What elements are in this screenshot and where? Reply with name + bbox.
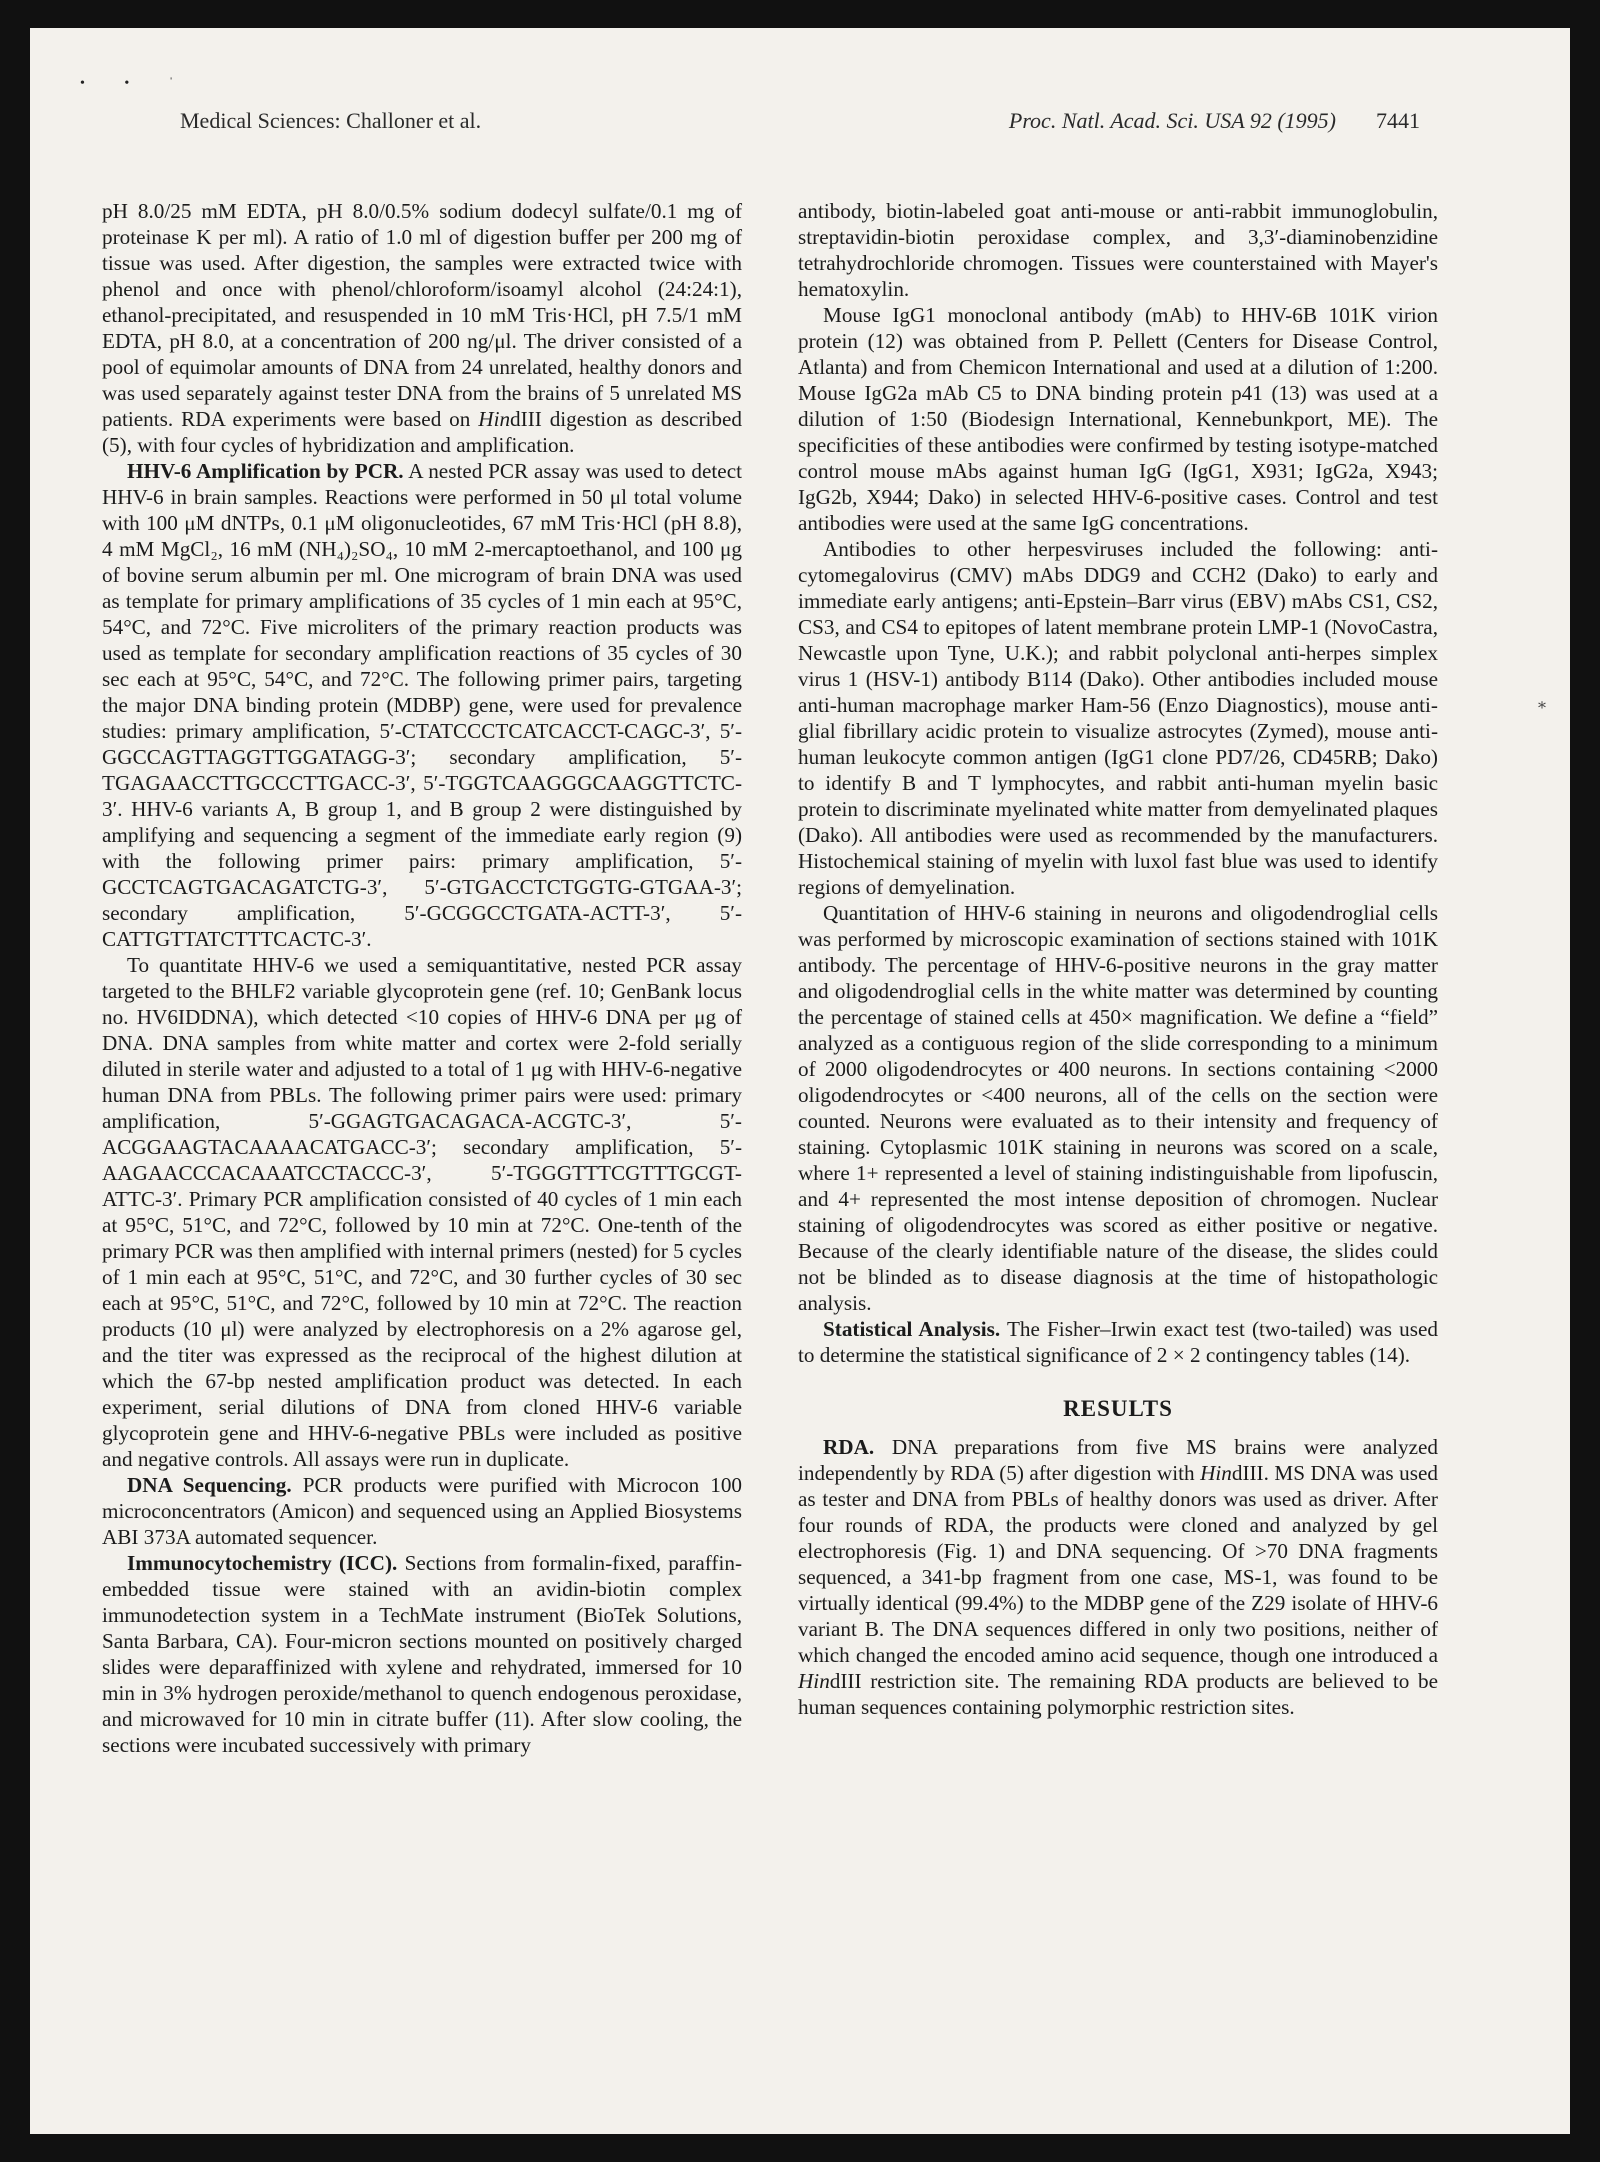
header-left: Medical Sciences: Challoner et al. [180, 108, 482, 133]
run-in-heading: Immunocytochemistry (ICC). [127, 1551, 398, 1575]
margin-mark: ⁎ [1538, 695, 1546, 712]
paragraph-text: A nested PCR assay was used to detect HHV-6 in brain samples. Reactions were performed in 50 μl total volume with 100 μM dNTPs, 0.1 μM oligonucleotides, 67 mM Tris·HCl (pH 8.8), 4 mM MgCl₂, 16 mM (NH₄)₂SO₄, 10 mM 2-mercaptoethanol, and 100 μg of bovine serum albumin per ml. One microgram of brain DNA was used as template for primary amplifications of 35 cycles of 1 min each at 95°C, 54°C, and 72°C. Five microliters of the primary reaction products was used as template for secondary amplification reactions of 35 cycles of 30 sec each at 95°C, 54°C, and 72°C. The following primer pairs, targeting the major DNA binding protein (MDBP) gene, were used for prevalence studies: primary amplification, 5′-CTATCCCTCATCACCT-CAGC-3′, 5′-GGCCAGTTAGGTTGGATAGG-3′; secondary amplification, 5′-TGAGAACCTTGCCCTTGACC-3′, 5′-TGGTCAAGGGCAAGGTTCTC-3′. HHV-6 variants A, B group 1, and B group 2 were distinguished by amplifying and sequencing a segment of the immediate early region (9) with the following primer pairs: primary amplification, 5′-GCCTCAGTGACAGATCTG-3′, 5′-GTGACCTCTGGTG-GTGAA-3′; secondary amplification, 5′-GCGGCCTGATA-ACTT-3′, 5′-CATTGTTATCTTTCACTC-3′. [102, 459, 742, 951]
paragraph-text: Quantitation of HHV-6 staining in neurons and oligodendroglial cells was performed by microscopic examination of sections stained with 101K antibody. The percentage of HHV-6-positive neurons in the gray matter and oligodendroglial cells in the white matter was determined by counting the percentage of stained cells at 450× magnification. We define a “field” analyzed as a contiguous region of the slide corresponding to a minimum of 2000 oligodendrocytes or 400 neurons. In sections containing <2000 oligodendrocytes or <400 neurons, all of the cells on the section were counted. Neurons were evaluated as to their intensity and frequency of staining. Cytoplasmic 101K staining in neurons was scored on a scale, where 1+ represented a level of staining indistinguishable from lipofuscin, and 4+ represented the most intense deposition of chromogen. Nuclear staining of oligodendrocytes was scored as either positive or negative. Because of the clearly identifiable nature of the disease, the slides could not be blinded as to disease diagnosis at the time of histopathologic analysis. [798, 901, 1438, 1315]
italic-text: Hin [1200, 1461, 1232, 1485]
paragraph-icc [102, 1550, 742, 1758]
paragraph-text: pH 8.0/25 mM EDTA, pH 8.0/0.5% sodium dodecyl sulfate/0.1 mg of proteinase K per ml). A ratio of 1.0 ml of digestion buffer per 200 mg of tissue was used. After digestion, the samples were extracted twice with phenol and once with phenol/chloroform/isoamyl alcohol (24:24:1), ethanol-precipitated, and resuspended in 10 mM Tris·HCl, pH 7.5/1 mM EDTA, pH 8.0, at a concentration of 200 ng/μl. The driver consisted of a pool of equimolar amounts of DNA from 24 unrelated, healthy donors and was used separately against tester DNA from the brains of 5 unrelated MS patients. RDA experiments were based on [102, 199, 742, 431]
paragraph-antibodies [798, 536, 1438, 900]
paragraph-text: dIII digestion as described (5), with four cycles of hybridization and amplification. [102, 407, 742, 457]
paragraph-hhv6-pcr [102, 458, 742, 952]
page [30, 28, 1570, 2134]
run-in-heading: Statistical Analysis. [823, 1317, 1001, 1341]
paragraph-text: PCR products were purified with Microcon 100 microconcentrators (Amicon) and sequenced using an Applied Biosystems ABI 373A automated sequencer. [102, 1473, 743, 1549]
left-column [102, 198, 742, 1758]
paragraph-dna-sequencing [102, 1472, 742, 1550]
paragraph-text: dIII restriction site. The remaining RDA products are believed to be human sequences containing polymorphic restriction sites. [798, 1669, 1438, 1719]
paragraph-quantitation [798, 900, 1438, 1316]
paragraph-quantitate [102, 952, 742, 1472]
paragraph-statistics [798, 1316, 1438, 1368]
right-column [798, 198, 1438, 1720]
page-number: 7441 [1376, 108, 1420, 133]
run-in-heading: RDA. [823, 1435, 875, 1459]
paragraph-antibody-cont [798, 198, 1438, 302]
paragraph-text: Mouse IgG1 monoclonal antibody (mAb) to HHV-6B 101K virion protein (12) was obtained from P. Pellett (Centers for Disease Control, Atlanta) and from Chemicon International and used at a dilution of 1:200. Mouse IgG2a mAb C5 to DNA binding protein p41 (13) was used at a dilution of 1:50 (Biodesign International, Kennebunkport, ME). The specificities of these antibodies were confirmed by testing isotype-matched control mouse mAbs against human IgG (IgG1, X931; IgG2a, X943; IgG2b, X944; Dako) in selected HHV-6-positive cases. Control and test antibodies were used at the same IgG concentrations. [798, 303, 1438, 535]
paragraph-digestion [102, 198, 742, 458]
paragraph-rda [798, 1434, 1438, 1720]
run-in-heading: HHV-6 Amplification by PCR. [127, 459, 404, 483]
run-in-heading: DNA Sequencing. [127, 1473, 292, 1497]
paragraph-text: The Fisher–Irwin exact test (two-tailed) was used to determine the statistical significance of 2 × 2 contingency tables (14). [798, 1317, 1438, 1367]
italic-text: Hin [798, 1669, 830, 1693]
paragraph-text: Antibodies to other herpesviruses included the following: anti-cytomegalovirus (CMV) mAbs DDG9 and CCH2 (Dako) to early and immediate early antigens; anti-Epstein–Barr virus (EBV) mAbs CS1, CS2, CS3, and CS4 to epitopes of latent membrane protein LMP-1 (NovoCastra, Newcastle upon Tyne, U.K.); and rabbit polyclonal anti-herpes simplex virus 1 (HSV-1) antibody B114 (Dako). Other antibodies included mouse anti-human macrophage marker Ham-56 (Enzo Diagnostics), mouse anti-glial fibrillary acidic protein to visualize astrocytes (Zymed), mouse anti-human leukocyte common antigen (IgG1 clone PD7/26, CD45RB; Dako) to identify B and T lymphocytes, and rabbit anti-human myelin basic protein to discriminate myelinated white matter from demyelinated plaques (Dako). All antibodies were used as recommended by the manufacturers. Histochemical staining of myelin with luxol fast blue was used to identify regions of demyelination. [798, 537, 1438, 899]
scan-specks: • • ˈ [80, 76, 192, 91]
italic-text: Hin [478, 407, 511, 431]
paragraph-mouse-igg1 [798, 302, 1438, 536]
paragraph-text: antibody, biotin-labeled goat anti-mouse or anti-rabbit immunoglobulin, streptavidin-biotin peroxidase complex, and 3,3′-diaminobenzidine tetrahydrochloride chromogen. Tissues were counterstained with Mayer's hematoxylin. [798, 199, 1438, 301]
paragraph-text: DNA preparations from five MS brains were analyzed independently by RDA (5) after digestion with [798, 1435, 1438, 1485]
paragraph-text: To quantitate HHV-6 we used a semiquantitative, nested PCR assay targeted to the BHLF2 variable glycoprotein gene (ref. 10; GenBank locus no. HV6IDDNA), which detected <10 copies of HHV-6 DNA per μg of DNA. DNA samples from white matter and cortex were 2-fold serially diluted in sterile water and adjusted to a total of 1 μg with HHV-6-negative human DNA from PBLs. The following primer pairs were used: primary amplification, 5′-GGAGTGACAGACA-ACGTC-3′, 5′-ACGGAAGTACAAAACATGACC-3′; secondary amplification, 5′-AAGAACCCACAAATCCTACCC-3′, 5′-TGGGTTTCGTTTGCGT-ATTC-3′. Primary PCR amplification consisted of 40 cycles of 1 min each at 95°C, 51°C, and 72°C, followed by 10 min at 72°C. One-tenth of the primary PCR was then amplified with internal primers (nested) for 5 cycles of 1 min each at 95°C, 51°C, and 72°C, and 30 further cycles of 30 sec each at 95°C, 51°C, and 72°C, followed by 10 min at 72°C. The reaction products (10 μl) were analyzed by electrophoresis on a 2% agarose gel, and the titer was expressed as the reciprocal of the highest dilution at which the 67-bp nested amplification product was detected. In each experiment, serial dilutions of DNA from cloned HHV-6 variable glycoprotein gene and HHV-6-negative PBLs were included as positive and negative controls. All assays were run in duplicate. [102, 953, 742, 1471]
header-right [1009, 108, 1420, 134]
paragraph-text: Sections from formalin-fixed, paraffin-embedded tissue were stained with an avidin-biotin complex immunodetection system in a TechMate instrument (BioTek Solutions, Santa Barbara, CA). Four-micron sections mounted on positively charged slides were deparaffinized with xylene and rehydrated, immersed for 10 min in 3% hydrogen peroxide/methanol to quench endogenous peroxidase, and microwaved for 10 min in citrate buffer (11). After slow cooling, the sections were incubated successively with primary [102, 1551, 742, 1757]
header-journal: Proc. Natl. Acad. Sci. USA 92 (1995) [1008, 108, 1336, 133]
paragraph-text: dIII. MS DNA was used as tester and DNA from PBLs of healthy donors was used as driver. After four rounds of RDA, the products were cloned and analyzed by gel electrophoresis (Fig. 1) and DNA sequencing. Of >70 DNA fragments sequenced, a 341-bp fragment from one case, MS-1, was found to be virtually identical (99.4%) to the MDBP gene of the Z29 isolate of HHV-6 variant B. The DNA sequences differed in only two positions, neither of which changed the encoded amino acid sequence, though one introduced a [798, 1461, 1438, 1667]
section-heading-results: RESULTS [1063, 1396, 1173, 1421]
